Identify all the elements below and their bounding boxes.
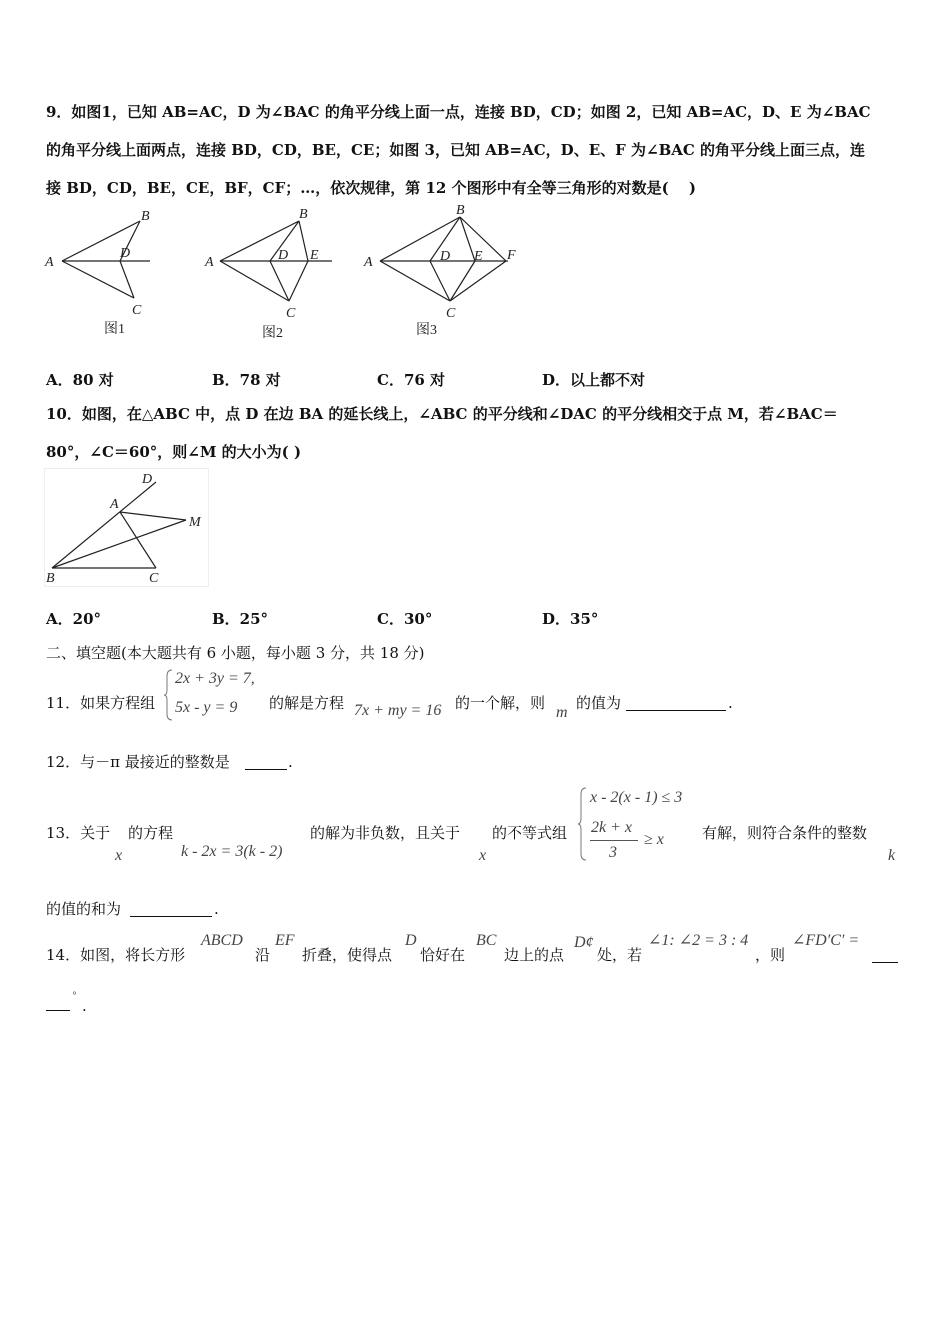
q12-period: .	[288, 753, 293, 771]
q14-text-7: ，则	[755, 946, 786, 964]
q14-text-2: 沿	[255, 946, 271, 964]
q13-fraction-bar	[590, 840, 638, 841]
q14-text-1: 14．如图，将长方形	[46, 946, 186, 964]
q13-answer-blank[interactable]	[130, 902, 212, 917]
q13-text-5: 有解，则符合条件的整数	[702, 824, 868, 842]
q11-equation-3: 7x + my = 16	[354, 702, 442, 719]
q12-text: 12．与－π 最接近的整数是	[46, 753, 230, 771]
section-fill-in-heading: 二、填空题(本大题共有 6 小题，每小题 3 分，共 18 分)	[46, 644, 425, 662]
q9-figures	[40, 200, 540, 345]
fig1-label-d: D	[120, 246, 131, 261]
q13-var-x2: x	[479, 847, 487, 864]
q14-angle-expression: ∠FD′C′ =	[792, 932, 860, 949]
q14-answer-blank-part1[interactable]	[872, 948, 898, 963]
fig2-label-c: C	[286, 306, 296, 321]
fig1-label-a: A	[45, 255, 54, 270]
fig1-label-b: B	[141, 209, 150, 224]
q14-angle-ratio: ∠1: ∠2 = 3 : 4	[648, 932, 749, 949]
q14-degree: °	[72, 991, 77, 1002]
fig2-label-d: D	[278, 248, 289, 263]
q11-answer-blank[interactable]	[626, 696, 726, 711]
q9-line2: 的角平分线上面两点，连接 BD，CD，BE，CE；如图 3，已知 AB=AC，D、E、F 为∠BAC 的角平分线上面三点，连	[46, 141, 866, 159]
q10-label-m: M	[189, 515, 201, 530]
fig2-label-b: B	[299, 207, 308, 222]
q10-label-b: B	[46, 571, 55, 586]
fig2-label-a: A	[205, 255, 214, 270]
fig3-label-d: D	[440, 249, 451, 264]
q9-line1: 9．如图1，已知 AB=AC，D 为∠BAC 的角平分线上面一点，连接 BD，CD；如图 2，已知 AB=AC，D、E 为∠BAC	[46, 103, 871, 121]
q9-option-b[interactable]: B．78 对	[212, 371, 281, 389]
fig3-label-f: F	[507, 248, 516, 263]
q9-line3: 接 BD，CD，BE，CE，BF，CF；…，依次规律，第 12 个图形中有全等三角形的对数是( )	[46, 179, 696, 197]
fig1-caption: 图1	[104, 322, 125, 337]
q14-text-4: 恰好在	[420, 946, 466, 964]
q11-system-brace	[164, 668, 174, 722]
q14-answer-blank-part2[interactable]	[46, 996, 70, 1011]
q13-text-3: 的解为非负数，且关于	[310, 824, 461, 842]
q14-point-d: D	[405, 932, 417, 949]
fig3-label-c: C	[446, 306, 456, 321]
q13-line2: 的值的和为	[46, 900, 122, 918]
q10-option-d[interactable]: D．35°	[542, 610, 599, 628]
q9-option-c[interactable]: C．76 对	[377, 371, 446, 389]
fig3-caption: 图3	[416, 323, 437, 338]
q13-system-brace	[578, 786, 588, 862]
q14-period: .	[82, 997, 87, 1015]
q14-fold-ef: EF	[275, 932, 295, 949]
fig2-caption: 图2	[262, 326, 283, 341]
q9-option-a[interactable]: A．80 对	[46, 371, 114, 389]
q13-inequality-2-rhs: ≥ x	[644, 831, 664, 848]
q13-text-1: 13．关于	[46, 824, 111, 842]
fig3-label-e: E	[474, 249, 483, 264]
q10-label-d: D	[142, 472, 153, 487]
fig2-label-e: E	[310, 248, 319, 263]
fig3-label-b: B	[456, 203, 465, 218]
q13-period: .	[214, 900, 219, 918]
q10-line1: 10．如图，在△ABC 中，点 D 在边 BA 的延长线上，∠ABC 的平分线和∠DAC 的平分线相交于点 M，若∠BAC＝	[46, 405, 838, 423]
q10-figure	[44, 468, 210, 588]
q10-option-b[interactable]: B．25°	[212, 610, 269, 628]
fig1-label-c: C	[132, 303, 142, 318]
q11-equation-2: 5x - y = 9	[175, 699, 238, 716]
q14-text-5: 边上的点	[504, 946, 565, 964]
fig3-label-a: A	[364, 255, 373, 270]
q13-text-4: 的不等式组	[492, 824, 568, 842]
q14-point-d-prime: D¢	[574, 934, 594, 951]
q13-var-k: k	[888, 847, 896, 864]
q14-text-3: 折叠，使得点	[302, 946, 393, 964]
q11-text-mid2: 的一个解，则	[455, 694, 546, 712]
q14-text-6: 处，若	[597, 946, 643, 964]
q13-equation: k - 2x = 3(k - 2)	[181, 843, 283, 860]
q11-var-m: m	[556, 704, 568, 721]
q10-label-a: A	[110, 497, 119, 512]
q10-label-c: C	[149, 571, 159, 586]
q10-option-c[interactable]: C．30°	[377, 610, 433, 628]
q10-option-a[interactable]: A．20°	[46, 610, 102, 628]
q9-option-d[interactable]: D．以上都不对	[542, 371, 646, 389]
q13-text-2: 的方程	[128, 824, 174, 842]
q11-prefix: 11．如果方程组	[46, 694, 156, 712]
q11-period: .	[728, 694, 733, 712]
q11-text-suffix: 的值为	[576, 694, 622, 712]
q13-inequality-1: x - 2(x - 1) ≤ 3	[590, 789, 683, 806]
q12-answer-blank[interactable]	[245, 755, 287, 770]
q11-text-mid1: 的解是方程	[269, 694, 345, 712]
q10-line2: 80°，∠C＝60°，则∠M 的大小为( )	[46, 443, 302, 461]
q13-fraction-numerator: 2k + x	[591, 819, 632, 836]
q13-fraction-denominator: 3	[609, 844, 617, 861]
q14-rect-abcd: ABCD	[201, 932, 243, 949]
q14-side-bc: BC	[476, 932, 497, 949]
q13-var-x1: x	[115, 847, 123, 864]
q11-equation-1: 2x + 3y = 7,	[175, 670, 255, 687]
